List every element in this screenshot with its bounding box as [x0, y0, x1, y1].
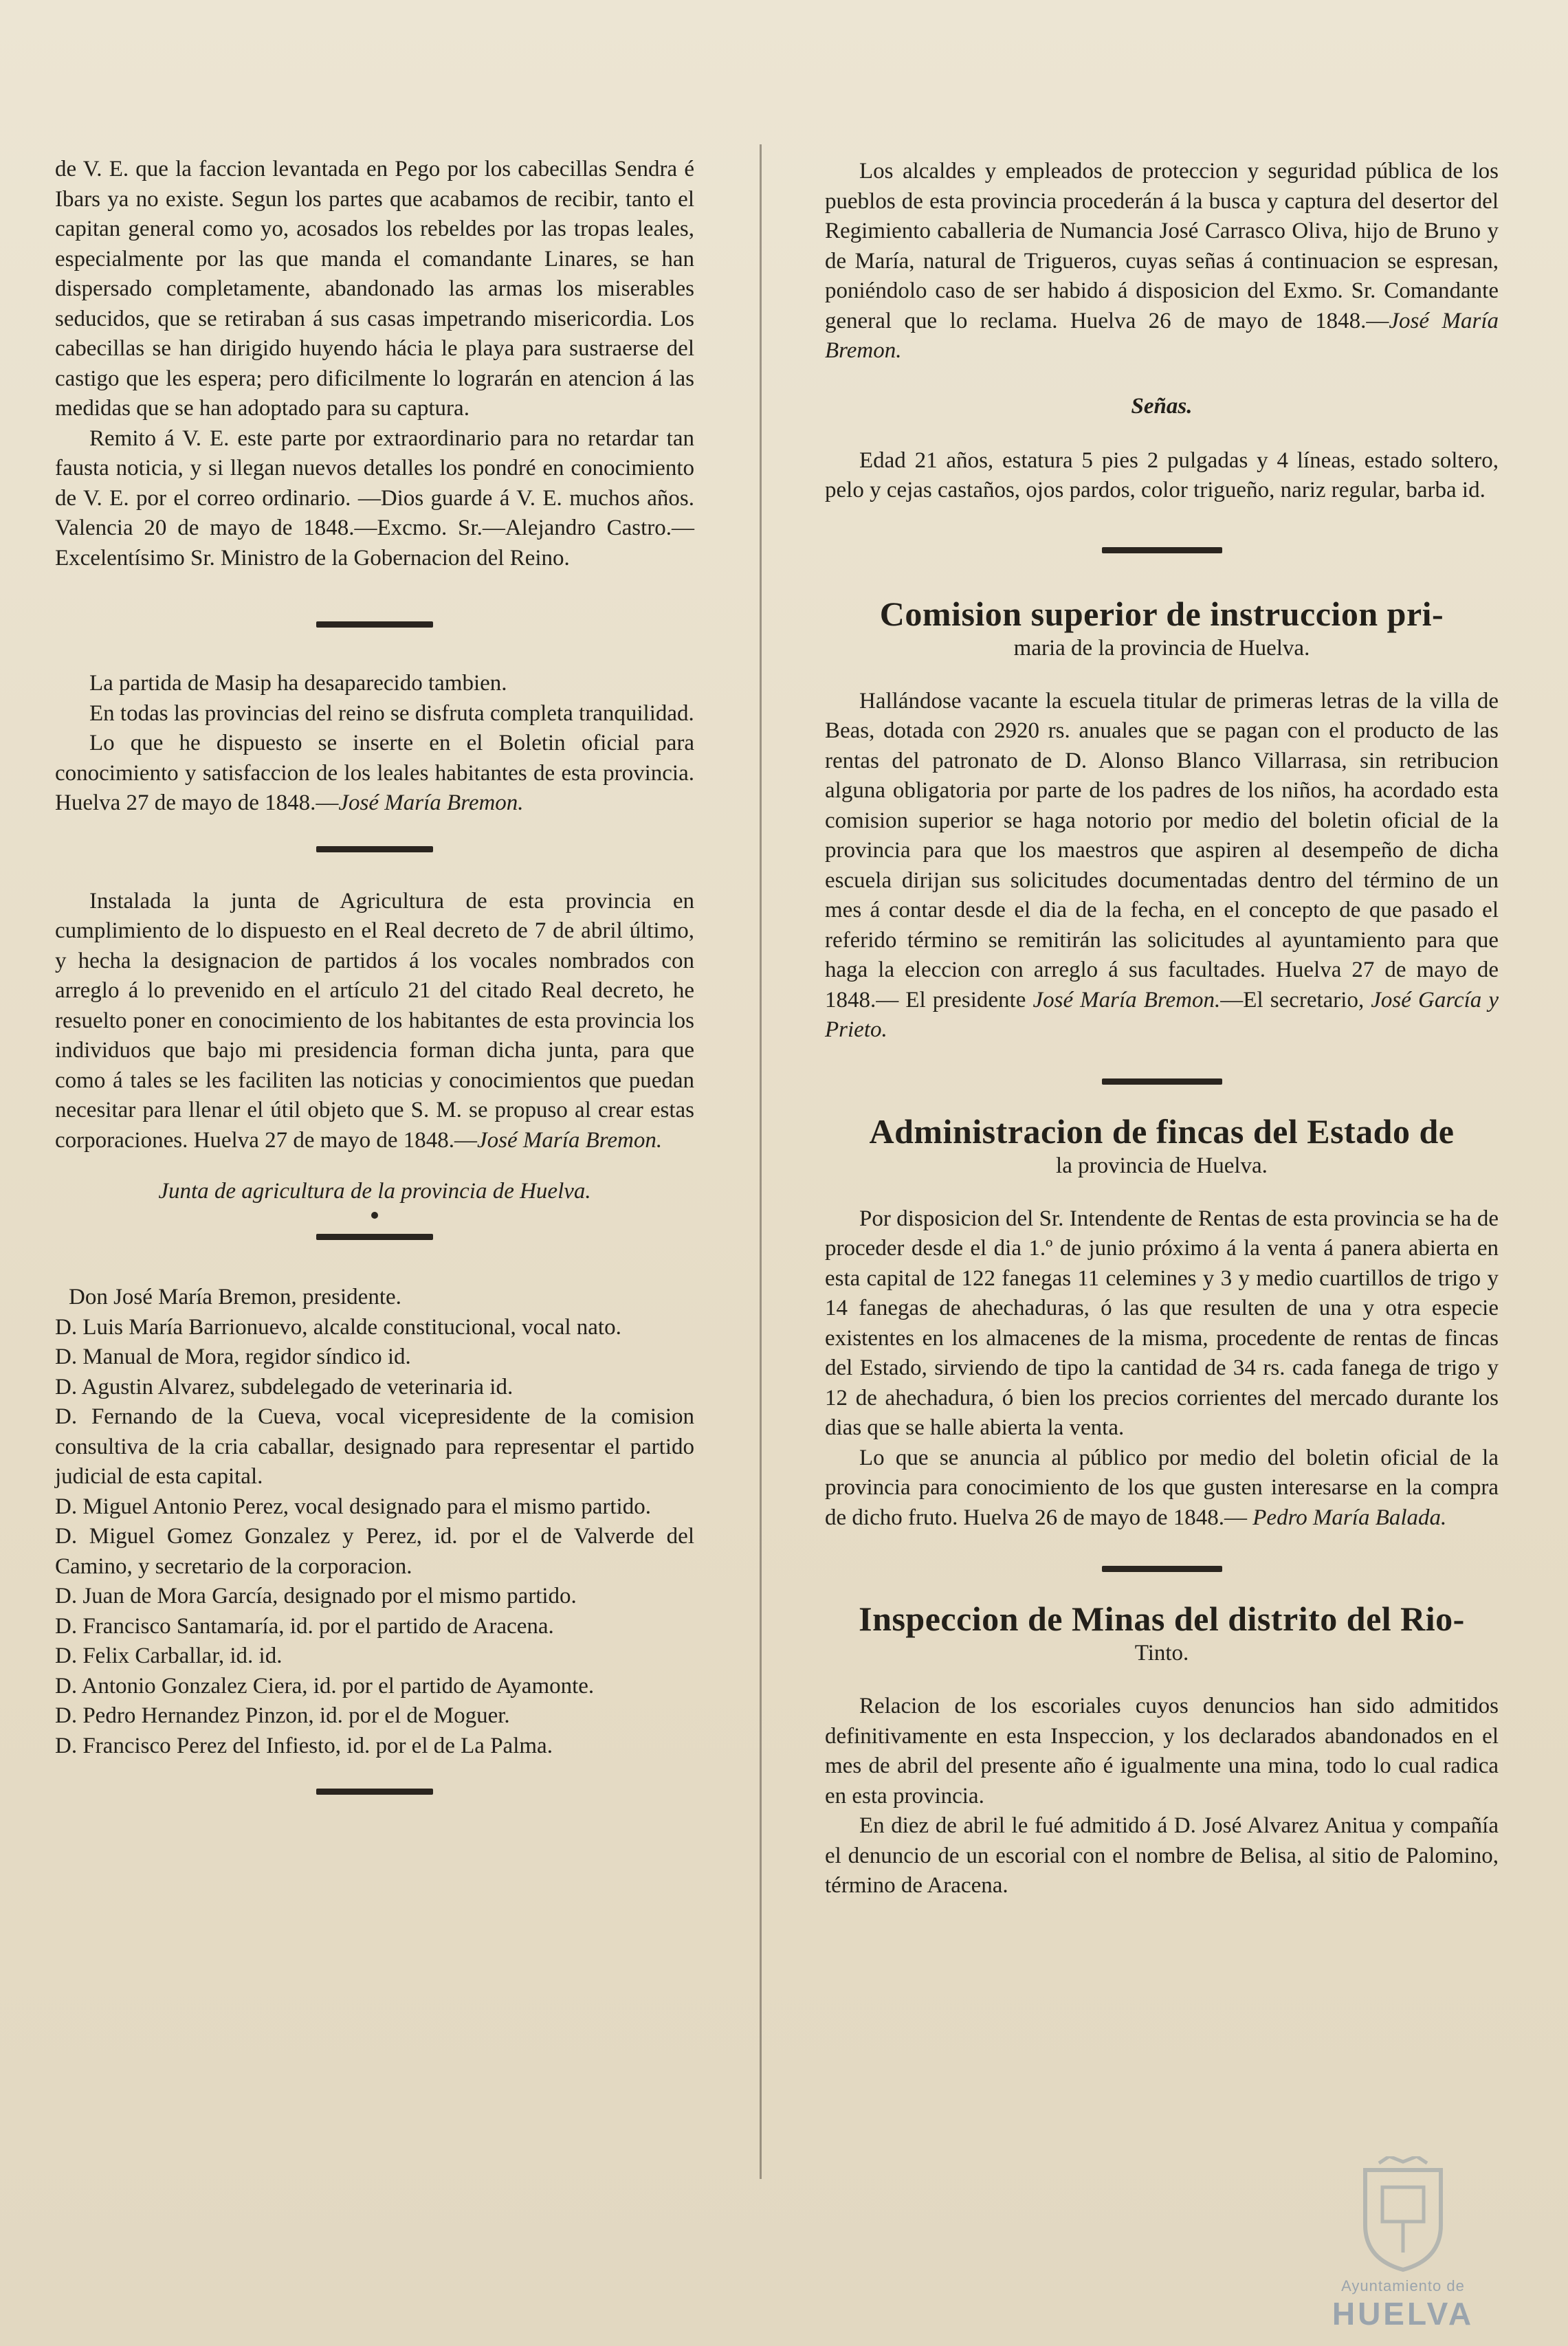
junta-member-list: [55, 1283, 694, 1761]
minas-subheading: Tinto.: [1134, 1641, 1189, 1666]
section-rule: [316, 1789, 433, 1795]
administracion-subheading: la provincia de Huelva.: [1056, 1153, 1268, 1178]
junta-title: Junta de agricultura de la provincia de Huelva.: [158, 1179, 591, 1204]
tranquility-paragraph: En todas las provincias del reino se disfruta completa tranquilidad.: [89, 700, 694, 726]
administracion-heading: Administracion de fincas del Estado de: [869, 1111, 1455, 1151]
castro-report-paragraph: de V. E. que la faccion levantada en Pego por los cabecillas Sendra é Ibars ya no existe. Segun los partes que acabamos de recibir, tanto el capitan general como yo, acosados los rebeldes por las tropas leales, especialmente por las que manda el comandante Linares, se han dispersado completamente, abandonado las armas los miserables seducidos, que se retiraban á sus casas impetrando misericordia. Los cabecillas se han dirigido huyendo hácia le playa para sustraerse del castigo que les espera; pero dificilmente lo lograrán en atencion á las medidas que se han adoptado para su captura.: [55, 157, 694, 421]
coat-of-arms-icon: [1351, 2156, 1455, 2273]
minas-relation: Relacion de los escoriales cuyos denuncios han sido admitidos definitivamente en esta Inspeccion, y los declarados abandonados en el mes de abril del presente año é igualmente una mina, todo lo cual radica en esta provincia.: [825, 1694, 1499, 1808]
section-rule: [1102, 1566, 1222, 1572]
signature: José María Bremon.: [825, 308, 1499, 363]
administracion-notice: Por disposicion del Sr. Intendente de Rentas de esta provincia se ha de proceder desde el dia 1.º de junio próximo á la venta á panera abierta en esta capital de 122 fanegas 11 celemines y 3 y medio cuartillos de trigo y 14 fanegas de ahechaduras, ó las que resulten de una y otra especie existentes en los almacenes de la misma, procedente de rentas de fincas del Estado, sirviendo de tipo la cantidad de 34 rs. cada fanega de trigo y 12 de ahechadura, ó bien los precios corrientes del mercado durante los dias que se halle abierta la venta.: [825, 1206, 1499, 1440]
signature: José María Bremon.: [1033, 987, 1221, 1012]
list-item: D. Luis María Barrionuevo, alcalde constitucional, vocal nato.: [55, 1314, 621, 1340]
list-item: Don José María Bremon, presidente.: [69, 1285, 401, 1309]
list-item: D. Agustin Alvarez, subdelegado de veterinaria id.: [55, 1374, 514, 1399]
minas-denuncio: En diez de abril le fué admitido á D. José Alvarez Anitua y compañía el denuncio de un escorial con el nombre de Belisa, al sitio de Palomino, término de Aracena.: [825, 1813, 1499, 1898]
signature: Pedro María Balada.: [1252, 1505, 1447, 1530]
list-item: D. Fernando de la Cueva, vocal vicepresidente de la comision consultiva de la cria caballar, designado para representar el partido judicial de esta capital.: [55, 1404, 694, 1489]
senas-title: Señas.: [1131, 393, 1193, 419]
administracion-announcement: [825, 1443, 1499, 1534]
comision-notice: [825, 687, 1499, 1045]
section-rule: [316, 1234, 433, 1240]
list-item: D. Juan de Mora García, designado por el mismo partido.: [55, 1584, 577, 1608]
comision-heading: Comision superior de instruccion pri-: [879, 594, 1444, 633]
castro-report-closing: Remito á V. E. este parte por extraordinario para no retardar tan fausta noticia, y si llegan nuevos detalles los pondré en conocimiento de V. E. por el correo ordinario. —Dios guarde á V. E. muchos años. Valencia 20 de mayo de 1848.—Excmo. Sr.—Alejandro Castro.—Excelentísimo Sr. Ministro de la Gobernacion del Reino.: [55, 425, 694, 571]
list-item: D. Francisco Perez del Infiesto, id. por el de La Palma.: [55, 1733, 553, 1758]
list-item: D. Miguel Gomez Gonzalez y Perez, id. por el de Valverde del Camino, y secretario de la corporacion.: [55, 1524, 694, 1579]
signature: José María Bremon.: [476, 1127, 663, 1153]
senas-description: Edad 21 años, estatura 5 pies 2 pulgadas y 4 líneas, estado soltero, pelo y cejas castaños, ojos pardos, color trigueño, nariz regular, barba id.: [825, 447, 1499, 502]
section-rule: [316, 846, 433, 852]
left-column: [55, 155, 694, 1795]
administracion-announcement-text: Lo que se anuncia al público por medio del boletin oficial de la provincia para conocimiento de los que gusten interesarse en la compra de dicho fruto. Huelva 26 de mayo de 1848.—: [825, 1445, 1499, 1530]
insert-order-paragraph: [55, 729, 694, 819]
signature: José García y Prieto.: [825, 987, 1499, 1042]
junta-installation-text: Instalada la junta de Agricultura de esta provincia en cumplimiento de lo dispuesto en el Real decreto de 7 de abril último, y hecha la designacion de partidos á los vocales nombrados con arreglo á lo prevenido en el artículo 21 del citado Real decreto, he resuelto poner en conocimiento de los habitantes de esta provincia los individuos que bajo mi presidencia forman dicha junta, para que como á tales se les faciliten las noticias y conocimientos que puedan necesitar para llenar el útil objeto que S. M. se propuso al crear estas corporaciones. Huelva 27 de mayo de 1848.—: [55, 888, 694, 1153]
comision-subheading: maria de la provincia de Huelva.: [1013, 635, 1310, 661]
column-divider: [760, 144, 762, 2179]
right-column: [825, 157, 1499, 1901]
watermark-big-text: HUELVA: [1332, 2296, 1475, 2332]
secretary-label: —El secretario,: [1220, 987, 1371, 1012]
section-rule: [1102, 1078, 1222, 1085]
list-item: D. Pedro Hernandez Pinzon, id. por el de Moguer.: [55, 1703, 510, 1728]
signature: José María Bremon.: [338, 790, 524, 815]
list-item: D. Antonio Gonzalez Ciera, id. por el partido de Ayamonte.: [55, 1673, 595, 1698]
junta-installation-paragraph: [55, 887, 694, 1156]
section-rule: [316, 621, 433, 628]
list-item: D. Manual de Mora, regidor síndico id.: [55, 1344, 411, 1369]
bullet-dot: [371, 1212, 378, 1219]
watermark: [1300, 2156, 1506, 2332]
deserter-notice: [825, 157, 1499, 366]
deserter-notice-text: Los alcaldes y empleados de proteccion y seguridad pública de los pueblos de esta provincia procederán á la busca y captura del desertor del Regimiento caballeria de Numancia José Carrasco Oliva, hijo de Bruno y de María, natural de Trigueros, cuyas señas á continuacion se espresan, poniéndolo caso de ser habido á disposicion del Exmo. Sr. Comandante general que lo reclama. Huelva 26 de mayo de 1848.—: [825, 159, 1499, 333]
masip-paragraph: La partida de Masip ha desaparecido tambien.: [89, 671, 507, 696]
list-item: D. Francisco Santamaría, id. por el partido de Aracena.: [55, 1613, 554, 1639]
bullet-ornament: [55, 1212, 694, 1219]
minas-heading: Inspeccion de Minas del distrito del Rio-: [859, 1600, 1465, 1638]
insert-order-text: Lo que he dispuesto se inserte en el Boletin oficial para conocimiento y satisfaccion de los leales habitantes de esta provincia. Huelva 27 de mayo de 1848.—: [55, 731, 694, 815]
list-item: D. Miguel Antonio Perez, vocal designado para el mismo partido.: [55, 1494, 651, 1519]
section-rule: [1102, 547, 1222, 553]
watermark-small-text: Ayuntamiento de: [1341, 2277, 1465, 2294]
comision-notice-text: Hallándose vacante la escuela titular de primeras letras de la villa de Beas, dotada con 2920 rs. anuales que se pagan con el producto de las rentas del patronato de D. Alonso Blanco Villarrasa, sin retribucion alguna obligatoria por parte de los padres de los niños, ha acordado esta comision superior se haga notorio por medio del boletin oficial de la provincia para que los maestros que aspiren al desempeño de dicha escuela dirijan sus solicitudes documentadas dentro del término de un mes á contar desde el dia de la fecha, en el concepto de que pasado el referido término se remitirán las solicitudes al ayuntamiento para que haga la eleccion con arreglo á sus facultades. Huelva 27 de mayo de 1848.— El presidente: [825, 688, 1499, 1012]
list-item: D. Felix Carballar, id. id.: [55, 1644, 283, 1668]
